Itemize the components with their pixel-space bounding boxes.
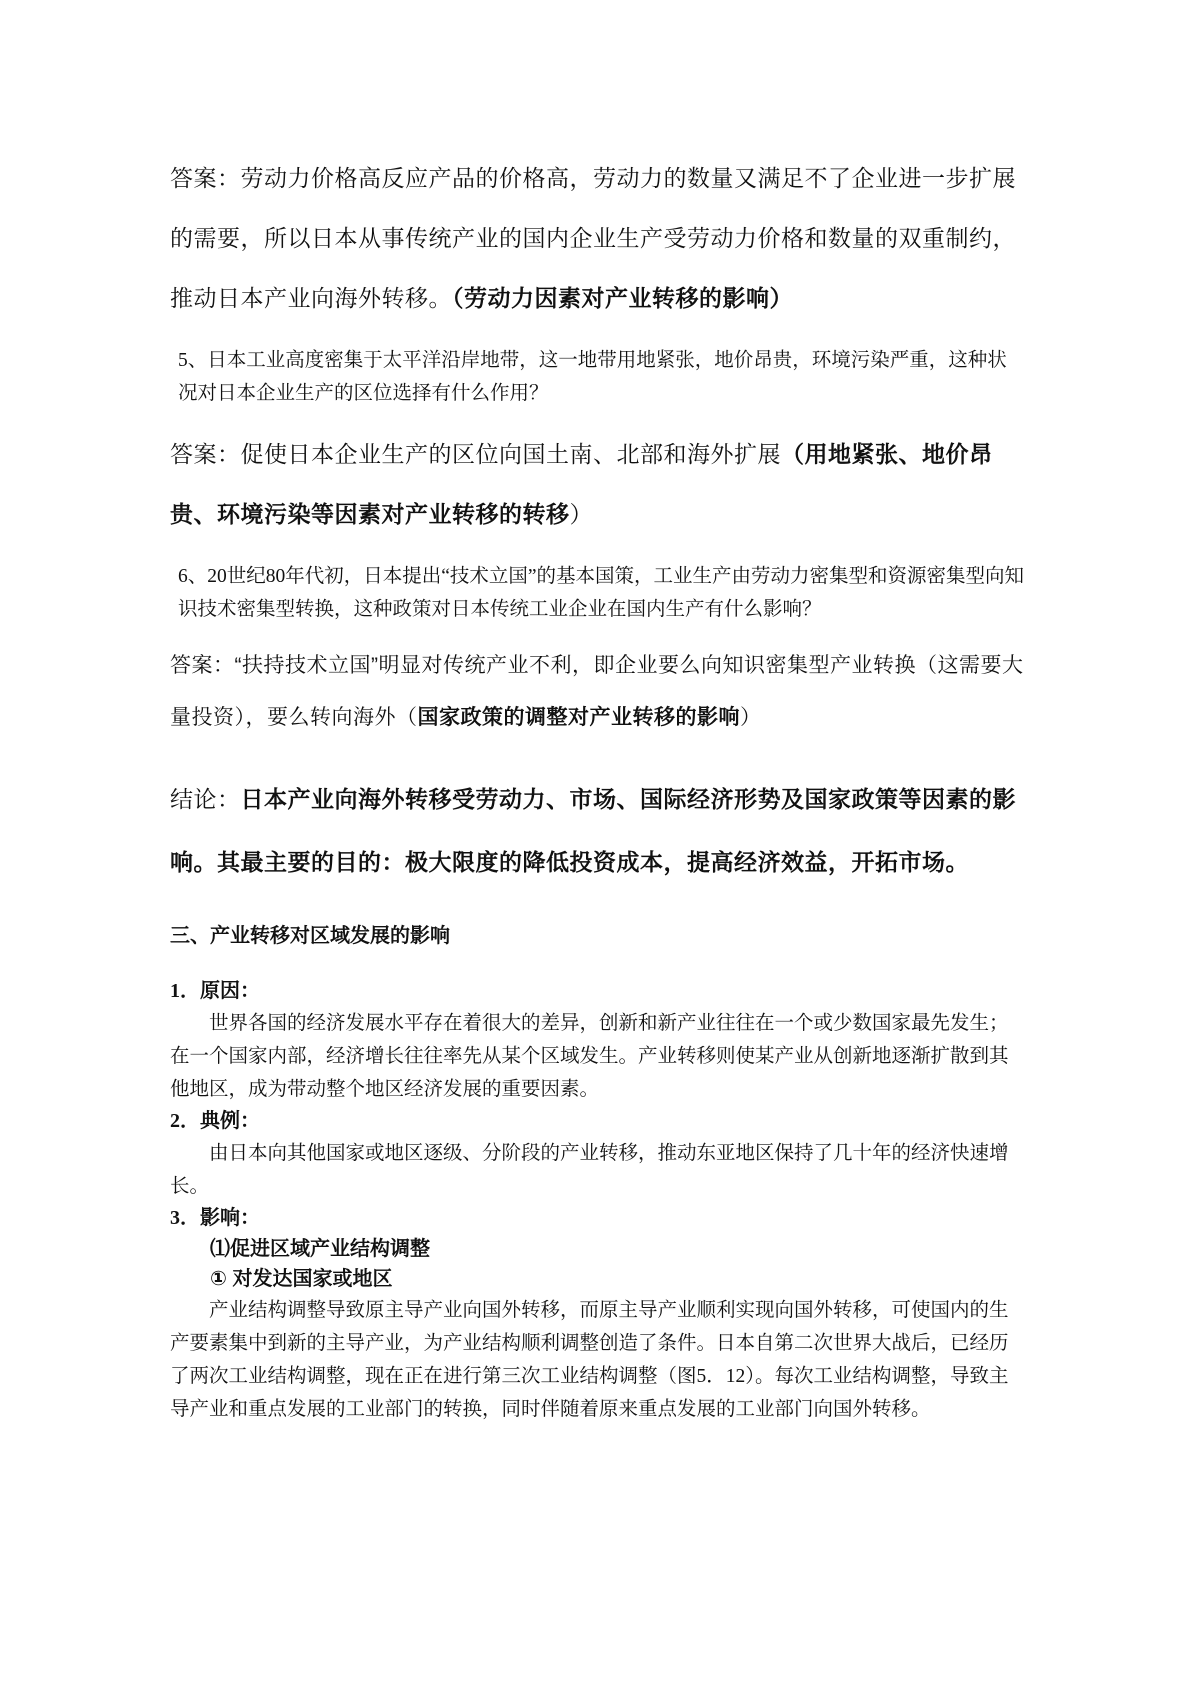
section-heading-paragraph: [170, 922, 1025, 950]
conclusion-paragraph: [170, 768, 1025, 894]
text-run: ⑴促进区域产业结构调整: [210, 1238, 430, 1260]
text-run: 2．典例：: [170, 1110, 260, 1132]
text-run: 结论：: [170, 786, 241, 812]
body-paragraph-paragraph: [170, 1294, 1025, 1426]
text-run: 3．影响：: [170, 1207, 260, 1229]
text-run: 三、产业转移对区域发展的影响: [170, 925, 450, 947]
sub-heading-paragraph: [210, 1234, 1025, 1264]
text-run: 国家政策的调整对产业转移的影响: [417, 706, 740, 729]
text-run: 1．原因：: [170, 980, 260, 1002]
body-paragraph-paragraph: [170, 1137, 1025, 1203]
text-run: 5、日本工业高度密集于太平洋沿岸地带，这一地带用地紧张，地价昂贵，环境污染严重，这种状况对日本企业生产的区位选择有什么作用？: [178, 350, 1007, 404]
text-run: 产业结构调整导致原主导产业向国外转移，而原主导产业顺利实现向国外转移，可使国内的生产要素集中到新的主导产业，为产业结构顺利调整创造了条件。日本自第二次世界大战后，已经历了两次工业结构调整，现在正在进行第三次工业结构调整（图5．12）。每次工业结构调整，导致主导产业和重点发展的工业部门的转换，同时伴随着原来重点发展的工业部门向国外转移。: [170, 1300, 1009, 1420]
text-run: ）: [740, 706, 762, 729]
text-run: 答案：劳动力价格高反应产品的价格高，劳动力的数量又满足不了企业进一步扩展的需要，所以日本从事传统产业的国内企业生产受劳动力价格和数量的双重制约，推动日本产业向海外转移。: [170, 165, 1016, 311]
text-run: 世界各国的经济发展水平存在着很大的差异，创新和新产业往往在一个或少数国家最先发生；在一个国家内部，经济增长往往率先从某个区域发生。产业转移则使某产业从创新地逐渐扩散到其他地区，成为带动整个地区经济发展的重要因素。: [170, 1013, 1009, 1100]
text-run: （用地紧张、地价昂贵、环境污染等因素对产业转移的转移: [170, 441, 993, 527]
answer-large-paragraph: [170, 424, 1025, 544]
text-run: 6、20世纪80年代初，日本提出“技术立国”的基本国策，工业生产由劳动力密集型和资源密集型向知识技术密集型转换，这种政策对日本传统工业企业在国内生产有什么影响？: [178, 566, 1025, 620]
text-run: ）: [569, 501, 593, 527]
list-heading-paragraph: [170, 1203, 1025, 1234]
question-paragraph: [178, 560, 1025, 626]
text-run: 由日本向其他国家或地区逐级、分阶段的产业转移，推动东亚地区保持了几十年的经济快速增长。: [170, 1143, 1009, 1197]
list-heading-paragraph: [170, 1106, 1025, 1137]
answer-medium-paragraph: [170, 640, 1025, 744]
list-heading-paragraph: [170, 976, 1025, 1007]
text-run: 答案：“扶持技术立国”明显对传统产业不利，即企业要么向知识密集型产业转换（这需要大量投资），要么转向海外（: [170, 654, 1024, 729]
text-run: 答案：促使日本企业生产的区位向国土南、北部和海外扩展: [170, 441, 781, 467]
text-run: （劳动力因素对产业转移的影响）: [452, 285, 793, 311]
body-paragraph-paragraph: [170, 1007, 1025, 1106]
text-run: 日本产业向海外转移受劳动力、市场、国际经济形势及国家政策等因素的影响。其最主要的目的：极大限度的降低投资成本，提高经济效益，开拓市场。: [170, 786, 1016, 875]
answer-large-paragraph: [170, 148, 1025, 328]
sub-heading-paragraph: [210, 1264, 1025, 1294]
question-paragraph: [178, 344, 1025, 410]
text-run: ① 对发达国家或地区: [210, 1268, 393, 1290]
